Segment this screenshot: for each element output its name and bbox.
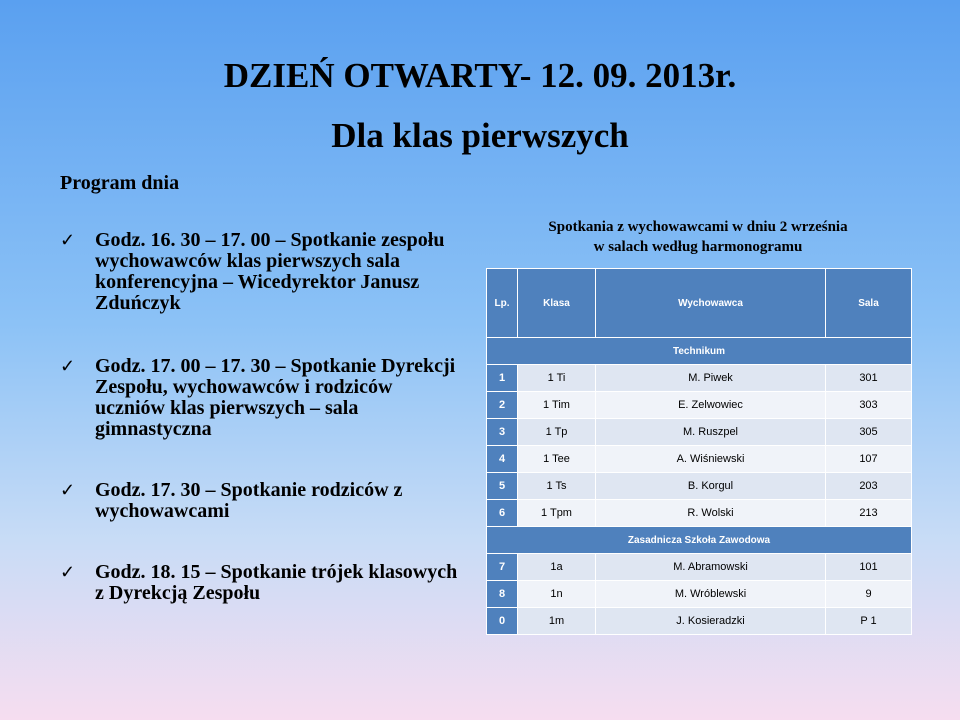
program-item-text: Godz. 17. 00 – 17. 30 – Spotkanie Dyrekcji Zespołu, wychowawców i rodziców uczniów klas pierwszych – sala gimnastyczna <box>95 355 456 440</box>
cell-sala: 305 <box>826 419 912 446</box>
program-item <box>60 562 460 604</box>
cell-lp: 5 <box>487 473 518 500</box>
cell-sala: 301 <box>826 365 912 392</box>
program-label: Program dnia <box>60 172 180 194</box>
table-row <box>487 446 912 473</box>
cell-lp: 4 <box>487 446 518 473</box>
table-row <box>487 365 912 392</box>
cell-lp: 0 <box>487 608 518 635</box>
cell-wychowawca: R. Wolski <box>596 500 826 527</box>
table-row <box>487 500 912 527</box>
cell-klasa: 1 Tee <box>518 446 596 473</box>
cell-klasa: 1n <box>518 581 596 608</box>
cell-lp: 1 <box>487 365 518 392</box>
page-subtitle: Dla klas pierwszych <box>331 116 629 155</box>
cell-lp: 2 <box>487 392 518 419</box>
cell-klasa: 1 Tim <box>518 392 596 419</box>
cell-wychowawca: A. Wiśniewski <box>596 446 826 473</box>
schedule-table <box>486 268 912 635</box>
cell-wychowawca: M. Wróblewski <box>596 581 826 608</box>
cell-sala: 303 <box>826 392 912 419</box>
cell-lp: 8 <box>487 581 518 608</box>
cell-lp: 7 <box>487 554 518 581</box>
cell-sala: 213 <box>826 500 912 527</box>
header-klasa: Klasa <box>518 269 596 338</box>
cell-klasa: 1 Tp <box>518 419 596 446</box>
checkmark-icon: ✓ <box>60 356 76 376</box>
checkmark-icon: ✓ <box>60 480 76 500</box>
cell-sala: 9 <box>826 581 912 608</box>
checkmark-icon: ✓ <box>60 562 76 582</box>
section-row <box>487 527 912 554</box>
table-caption-line: Spotkania z wychowawcami w dniu 2 września <box>548 219 848 235</box>
table-row <box>487 419 912 446</box>
program-item <box>60 480 460 522</box>
program-item-text: Godz. 17. 30 – Spotkanie rodziców z wychowawcami <box>95 479 403 522</box>
header-sala: Sala <box>826 269 912 338</box>
table-header-row <box>487 269 912 338</box>
section-row <box>487 338 912 365</box>
cell-klasa: 1 Ti <box>518 365 596 392</box>
cell-sala: 203 <box>826 473 912 500</box>
cell-wychowawca: E. Zelwowiec <box>596 392 826 419</box>
program-list <box>60 230 460 604</box>
table-caption-line: w salach według harmonogramu <box>593 239 803 255</box>
cell-wychowawca: M. Piwek <box>596 365 826 392</box>
section-title: Technikum <box>487 338 912 365</box>
header-lp: Lp. <box>487 269 518 338</box>
cell-wychowawca: M. Abramowski <box>596 554 826 581</box>
header-wychowawca: Wychowawca <box>596 269 826 338</box>
section-title: Zasadnicza Szkoła Zawodowa <box>487 527 912 554</box>
cell-sala: 107 <box>826 446 912 473</box>
table-row <box>487 581 912 608</box>
program-item-text: Godz. 16. 30 – 17. 00 – Spotkanie zespołu wychowawców klas pierwszych sala konferencyjna – Wicedyrektor Janusz Zduńczyk <box>95 229 445 314</box>
cell-klasa: 1m <box>518 608 596 635</box>
cell-lp: 6 <box>487 500 518 527</box>
cell-klasa: 1 Tpm <box>518 500 596 527</box>
cell-klasa: 1 Ts <box>518 473 596 500</box>
cell-klasa: 1a <box>518 554 596 581</box>
table-row <box>487 392 912 419</box>
table-row <box>487 554 912 581</box>
table-caption <box>486 217 910 257</box>
cell-sala: P 1 <box>826 608 912 635</box>
cell-wychowawca: B. Korgul <box>596 473 826 500</box>
table-row <box>487 608 912 635</box>
program-item-text: Godz. 18. 15 – Spotkanie trójek klasowych z Dyrekcją Zespołu <box>95 561 458 604</box>
cell-wychowawca: J. Kosieradzki <box>596 608 826 635</box>
cell-wychowawca: M. Ruszpel <box>596 419 826 446</box>
program-item <box>60 356 460 440</box>
program-item <box>60 230 460 314</box>
table-row <box>487 473 912 500</box>
checkmark-icon: ✓ <box>60 230 76 250</box>
cell-sala: 101 <box>826 554 912 581</box>
cell-lp: 3 <box>487 419 518 446</box>
page-title: DZIEŃ OTWARTY- 12. 09. 2013r. <box>223 56 737 95</box>
